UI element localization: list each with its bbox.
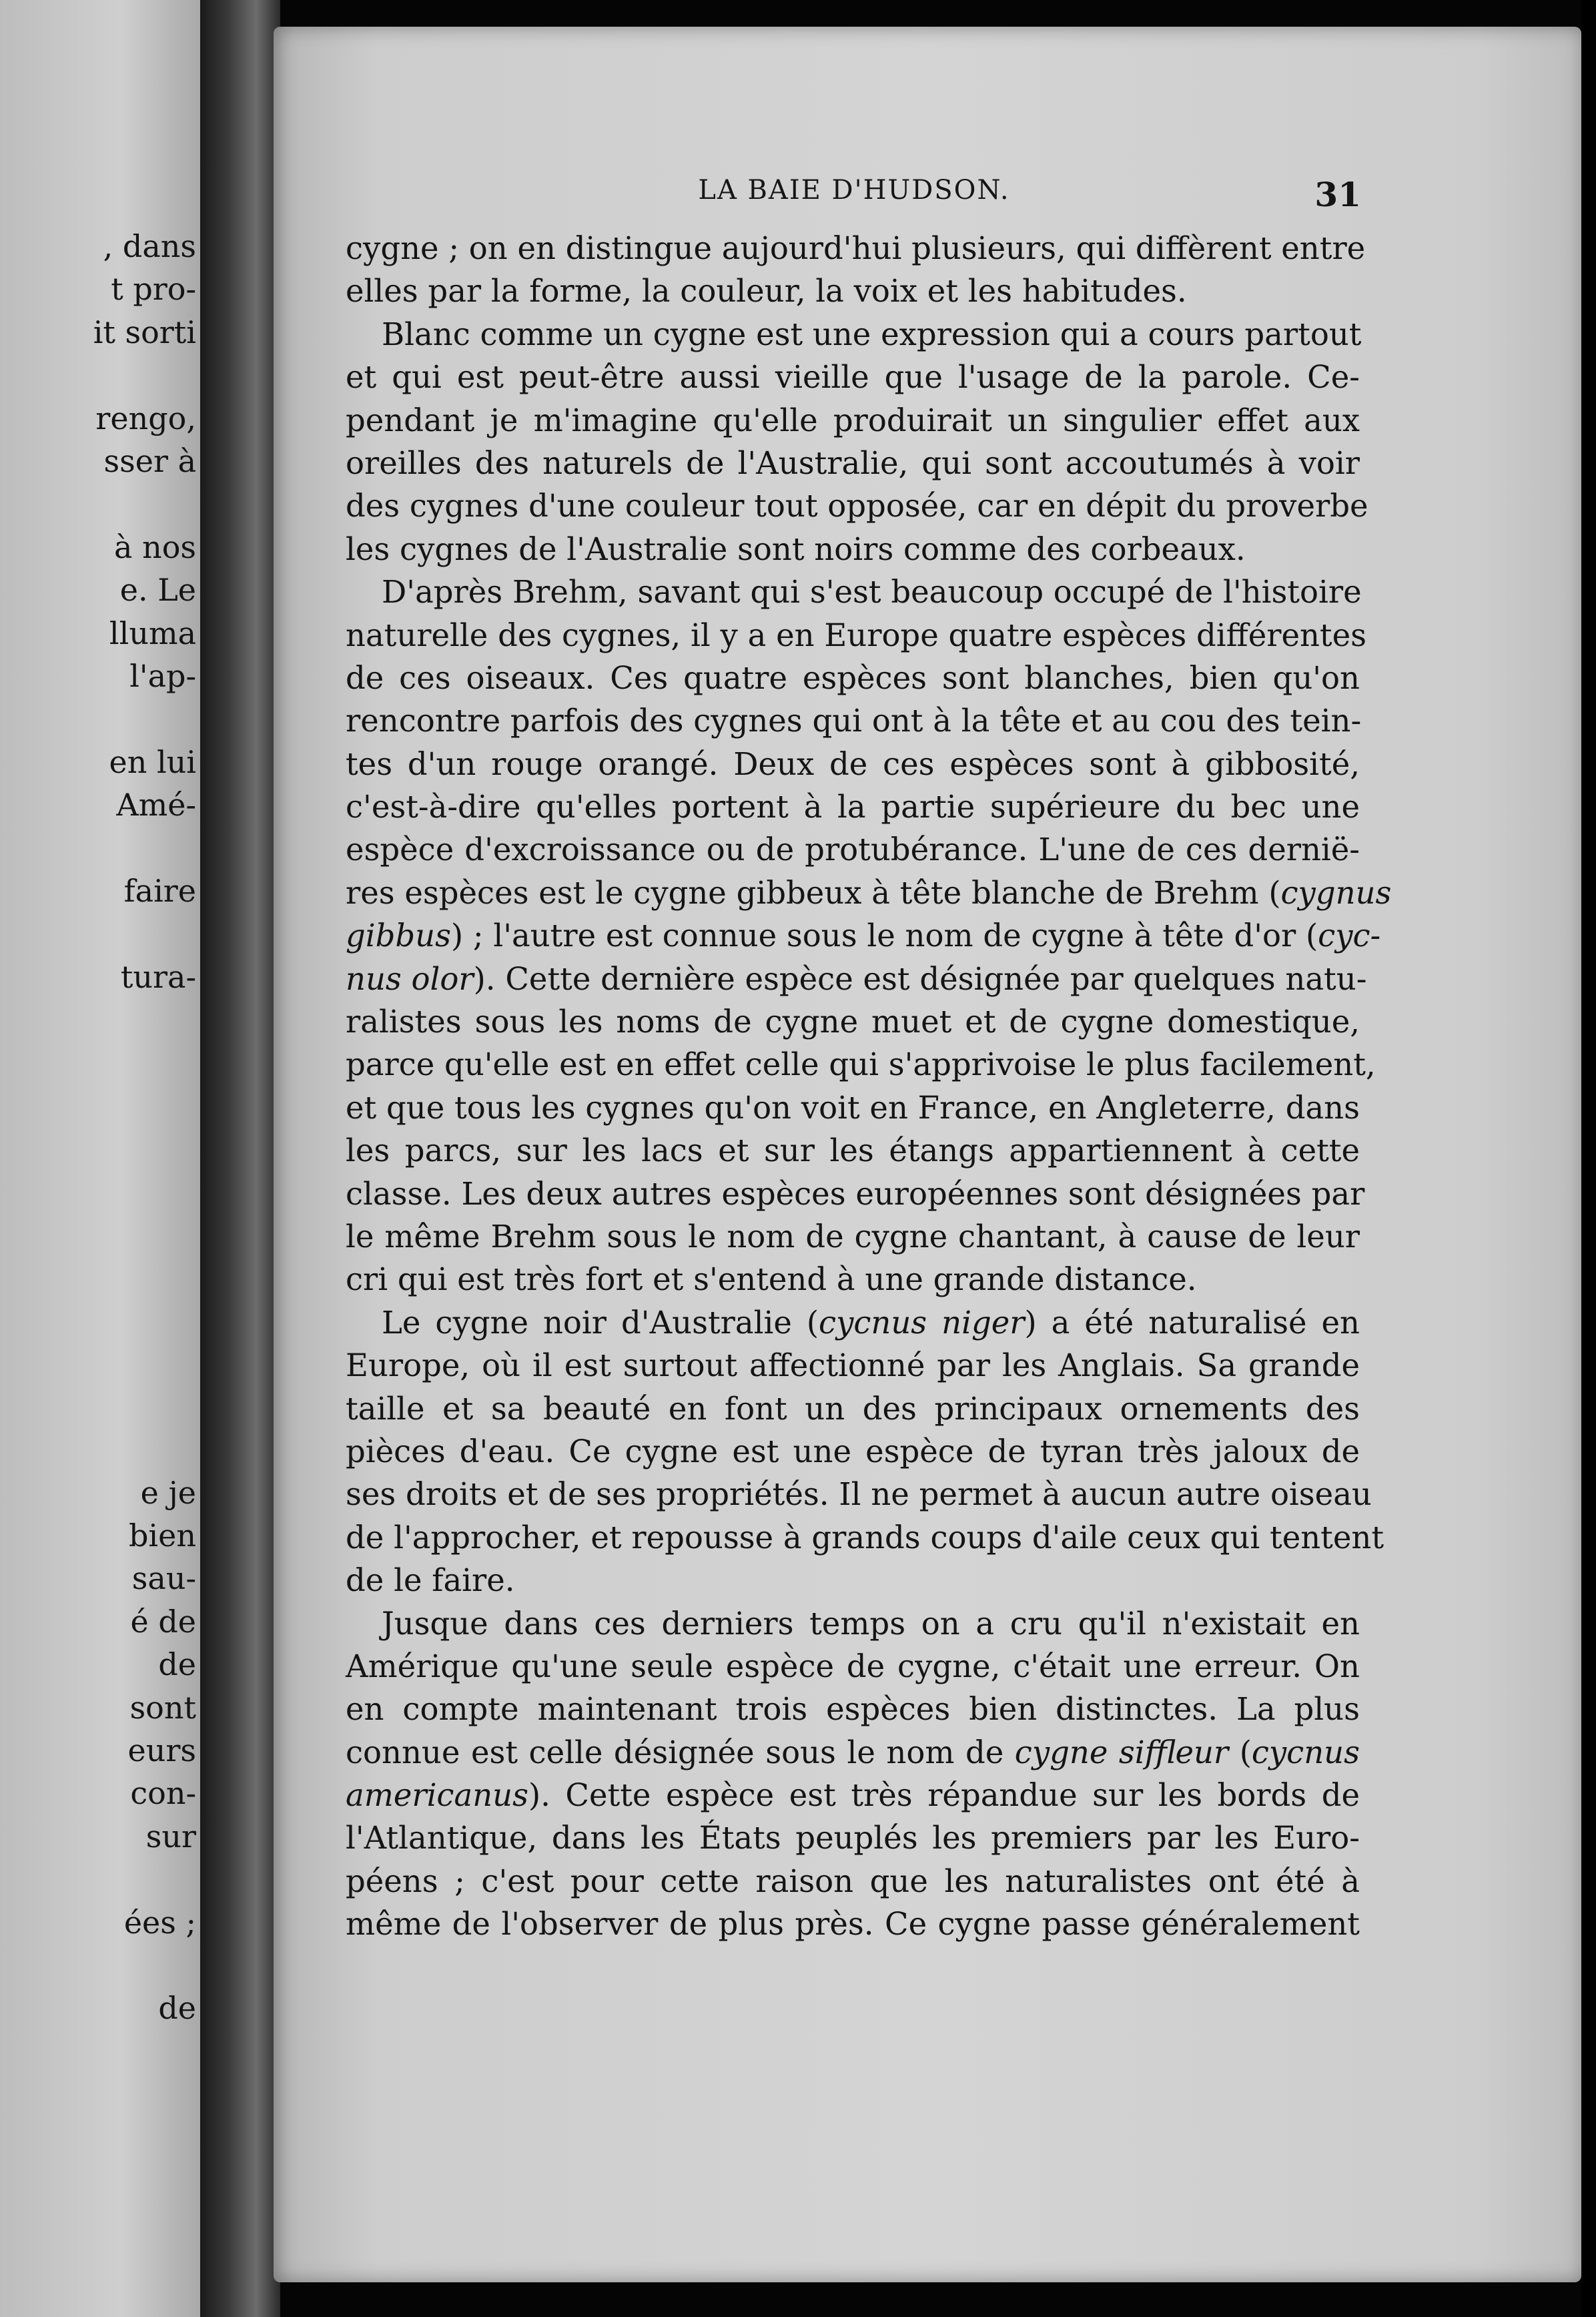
text-line	[346, 872, 1392, 914]
text-line: des cygnes d'une couleur tout opposée, car en dépit du proverbe	[346, 488, 1368, 525]
left-page-line: Amé-	[116, 787, 196, 823]
text-line: cri qui est très fort et s'entend à une grande distance.	[346, 1261, 1197, 1298]
text-run: (	[1228, 1734, 1252, 1770]
left-page-line: de	[158, 1646, 196, 1683]
text-line: Europe, où il est surtout affectionné par les Anglais. Sa grande	[346, 1347, 1360, 1384]
text-line: les parcs, sur les lacs et sur les étangs appartiennent à cette	[346, 1132, 1360, 1169]
left-page-line: , dans	[103, 228, 196, 264]
left-page-line: tura-	[120, 958, 196, 995]
text-line: D'après Brehm, savant qui s'est beaucoup occupé de l'histoire	[382, 574, 1362, 611]
text-line: pièces d'eau. Ce cygne est une espèce de tyran très jaloux de	[346, 1433, 1360, 1469]
page-header	[347, 175, 1361, 218]
body-text	[346, 227, 1392, 1946]
text-line: tes d'un rouge orangé. Deux de ces espèces sont à gibbosité,	[346, 745, 1360, 782]
italic-term: cycnus	[1251, 1734, 1360, 1770]
italic-term: cycnus niger	[819, 1304, 1025, 1341]
left-page-line: en lui	[109, 743, 196, 780]
book-gutter	[200, 0, 280, 2317]
left-page-line: bien	[128, 1518, 196, 1554]
text-run: ) ; l'autre est connue sous le nom de cygne à tête d'or (	[450, 918, 1318, 954]
italic-term: americanus	[346, 1777, 528, 1814]
italic-term: nus olor	[346, 960, 474, 997]
left-page-line: e je	[140, 1474, 196, 1511]
text-line	[346, 914, 1381, 957]
text-line: naturelle des cygnes, il y a en Europe quatre espèces différentes	[346, 617, 1366, 653]
left-page-line: t pro-	[111, 271, 196, 308]
left-page-line: con-	[130, 1775, 196, 1812]
text-line: de ces oiseaux. Ces quatre espèces sont blanches, bien qu'on	[346, 659, 1360, 696]
left-page-line: it sorti	[93, 314, 196, 350]
text-line: même de l'observer de plus près. Ce cygne passe généralement	[346, 1906, 1360, 1943]
text-run: connue est celle désignée sous le nom de	[346, 1734, 1015, 1770]
text-run: ) a été naturalisé en	[1024, 1304, 1360, 1341]
text-line: ses droits et de ses propriétés. Il ne permet à aucun autre oiseau	[346, 1476, 1372, 1513]
text-line: classe. Les deux autres espèces européennes sont désignées par	[346, 1175, 1365, 1212]
text-run: ). Cette espèce est très répandue sur les bords de	[528, 1777, 1360, 1814]
left-page-line: à nos	[114, 529, 196, 565]
left-page-line: faire	[123, 873, 196, 909]
text-line	[346, 1301, 1360, 1344]
text-line: l'Atlantique, dans les États peuplés les premiers par les Euro-	[346, 1820, 1360, 1857]
text-line: parce qu'elle est en effet celle qui s'apprivoise le plus facilement,	[346, 1046, 1376, 1083]
italic-term: cygne siffleur	[1014, 1734, 1229, 1770]
text-line	[346, 958, 1367, 1000]
running-head: LA BAIE D'HUDSON.	[698, 175, 1010, 206]
text-line: c'est-à-dire qu'elles portent à la partie supérieure du bec une	[346, 789, 1360, 825]
text-run: Le cygne noir d'Australie (	[382, 1304, 819, 1341]
text-line: ralistes sous les noms de cygne muet et de cygne domestique,	[346, 1004, 1360, 1040]
text-line	[346, 1774, 1360, 1816]
italic-term: cyc-	[1318, 918, 1381, 954]
text-line: taille et sa beauté en font un des principaux ornements des	[346, 1390, 1360, 1427]
left-page-line: ées ;	[123, 1904, 196, 1941]
left-page-line: sser à	[103, 443, 196, 479]
left-page-line: e. Le	[119, 572, 196, 609]
text-line: espèce d'excroissance ou de protubérance. L'une de ces dernië-	[346, 832, 1360, 868]
text-line: rencontre parfois des cygnes qui ont à la tête et au cou des tein-	[346, 703, 1362, 739]
scan-edge	[1581, 0, 1596, 2317]
text-line: péens ; c'est pour cette raison que les naturalistes ont été à	[346, 1863, 1360, 1899]
left-page-line: sur	[145, 1818, 196, 1855]
text-line: de le faire.	[346, 1562, 515, 1599]
text-line: pendant je m'imagine qu'elle produirait un singulier effet aux	[346, 402, 1360, 438]
left-page-line: l'ap-	[129, 658, 196, 694]
text-line: les cygnes de l'Australie sont noirs comme des corbeaux.	[346, 531, 1246, 567]
text-line: oreilles des naturels de l'Australie, qui sont accoutumés à voir	[346, 444, 1360, 481]
left-page-line: é de	[130, 1603, 196, 1640]
text-line: Jusque dans ces derniers temps on a cru qu'il n'existait en	[382, 1605, 1360, 1642]
left-page-line: eurs	[127, 1732, 196, 1768]
text-line: de l'approcher, et repousse à grands coups d'aile ceux qui tentent	[346, 1519, 1384, 1556]
text-line: le même Brehm sous le nom de cygne chantant, à cause de leur	[346, 1218, 1360, 1255]
text-run: ). Cette dernière espèce est désignée par quelques natu-	[473, 960, 1367, 997]
text-run: res espèces est le cygne gibbeux à tête blanche de Brehm (	[346, 874, 1281, 911]
left-page-fragment	[0, 0, 200, 2317]
italic-term: cygnus	[1280, 874, 1392, 911]
text-line	[346, 1731, 1360, 1774]
text-line: Amérique qu'une seule espèce de cygne, c'était une erreur. On	[346, 1648, 1360, 1684]
text-line: et que tous les cygnes qu'on voit en France, en Angleterre, dans	[346, 1089, 1360, 1126]
text-line: en compte maintenant trois espèces bien distinctes. La plus	[346, 1691, 1360, 1728]
left-page-line: lluma	[109, 615, 196, 651]
text-line: elles par la forme, la couleur, la voix et les habitudes.	[346, 273, 1187, 310]
text-line: Blanc comme un cygne est une expression qui a cours partout	[382, 316, 1362, 352]
left-page-line: sau-	[131, 1560, 196, 1597]
italic-term: gibbus	[346, 918, 451, 954]
left-page-line: sont	[129, 1689, 196, 1726]
text-line: et qui est peut-être aussi vieille que l'usage de la parole. Ce-	[346, 359, 1360, 396]
text-line: cygne ; on en distingue aujourd'hui plusieurs, qui diffèrent entre	[346, 230, 1366, 266]
page-number: 31	[1314, 175, 1361, 214]
left-page-line: rengo,	[95, 400, 196, 436]
left-page-line: de	[158, 1990, 196, 2027]
